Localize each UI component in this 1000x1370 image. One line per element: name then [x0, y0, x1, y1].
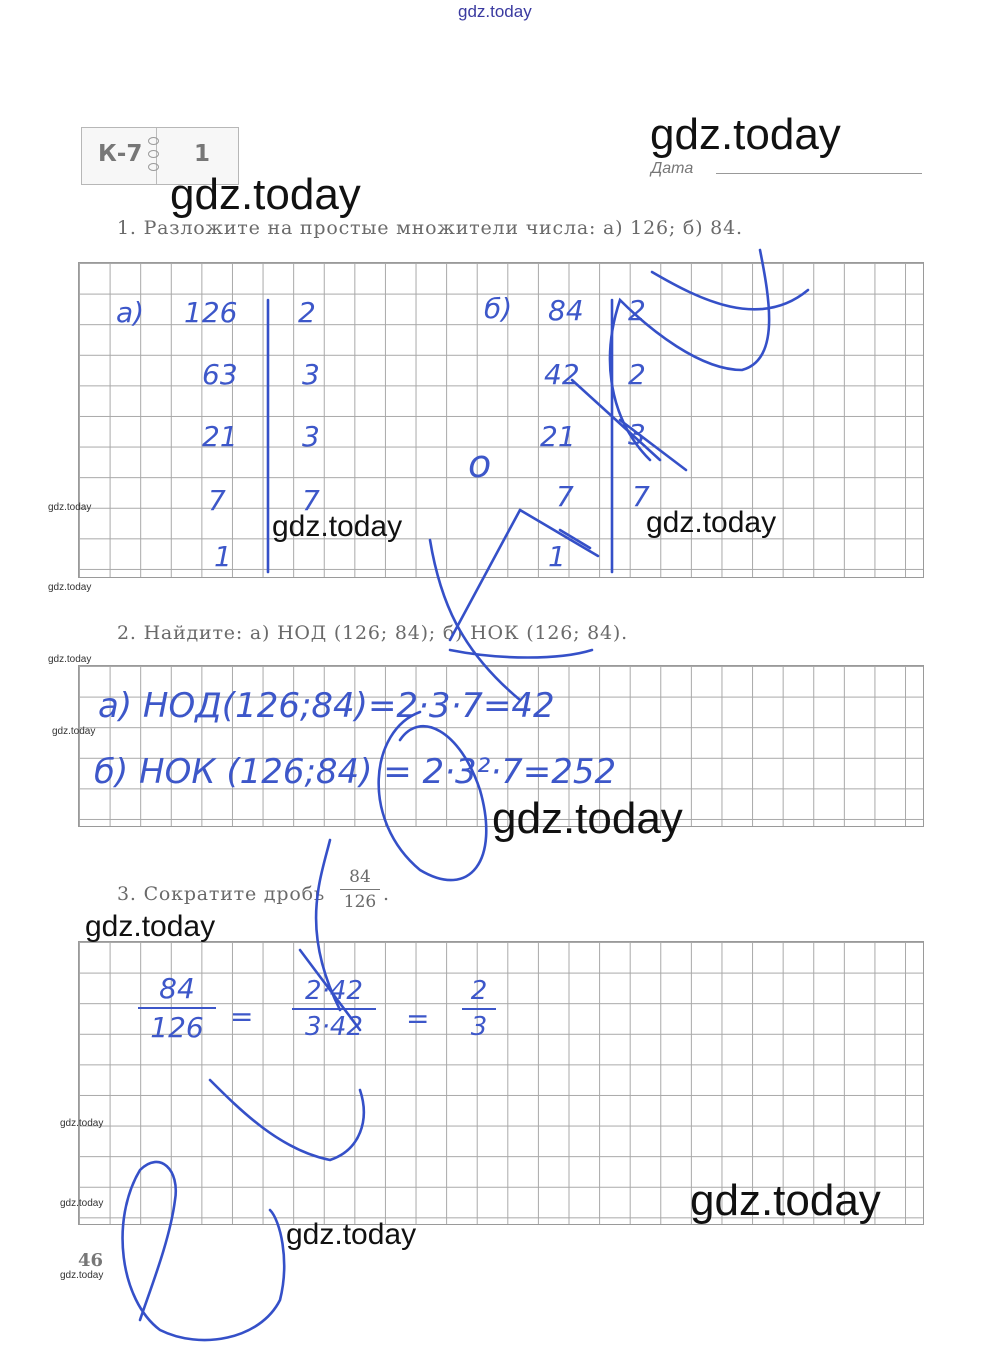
hw-t1a-left-3: 7 — [208, 484, 226, 517]
hw-t3-frac2-num: 2·42 — [305, 976, 363, 1006]
hw-t1a-right-2: 3 — [302, 420, 320, 453]
badge-code: К-7 — [98, 141, 143, 167]
task-2-text: 2. Найдите: а) НОД (126; 84); б) НОК (126; 84). — [117, 622, 628, 644]
hw-t3-frac1-bar — [138, 1007, 216, 1009]
watermark-small-2: gdz.today — [48, 582, 92, 593]
page-number: 46 — [78, 1250, 104, 1271]
watermark-1: gdz.today — [650, 110, 841, 159]
watermark-small-1: gdz.today — [48, 502, 92, 513]
hw-circle: o — [468, 442, 492, 486]
hw-t3-frac1-den: 126 — [150, 1011, 204, 1044]
hw-t1a-right-3: 7 — [302, 484, 320, 517]
watermark-small-5: gdz.today — [60, 1118, 104, 1129]
hw-t1a-right-1: 3 — [302, 358, 320, 391]
fraction-bar — [340, 889, 380, 890]
task-3-period: . — [383, 883, 390, 905]
watermark-small-4: gdz.today — [52, 726, 96, 737]
hw-t1b-right-2: 3 — [628, 418, 646, 451]
watermark-8: gdz.today — [286, 1218, 417, 1251]
hw-t1a-label: а) — [116, 296, 145, 329]
watermark-6: gdz.today — [85, 910, 216, 943]
task-3-fraction — [340, 867, 380, 912]
hw-t3-eq: = — [230, 1000, 254, 1033]
hw-t1b-left-1: 42 — [544, 358, 580, 391]
hw-t1a-right-0: 2 — [298, 296, 316, 329]
date-label: Дата — [651, 160, 694, 177]
watermark-3: gdz.today — [272, 510, 403, 543]
date-line — [716, 173, 922, 174]
hw-t1b-left-3: 7 — [556, 480, 574, 513]
hw-t1b-right-0: 2 — [628, 294, 646, 327]
hw-t3-frac2-bar — [292, 1008, 376, 1010]
watermark-small-6: gdz.today — [60, 1198, 104, 1209]
badge-variant: 1 — [194, 141, 211, 167]
fraction-numerator: 84 — [349, 867, 371, 887]
watermark-4: gdz.today — [646, 506, 777, 539]
hw-t1b-right-3: 7 — [632, 480, 650, 513]
watermark-7: gdz.today — [690, 1176, 881, 1225]
hw-t3-frac1-num: 84 — [159, 972, 195, 1005]
hw-t3-frac2 — [292, 976, 376, 1042]
hw-t1a-left-2: 21 — [202, 420, 238, 453]
hw-t1b-left-4: 1 — [548, 540, 566, 573]
binder-rings-icon — [148, 134, 158, 178]
hw-t3-frac3 — [462, 976, 496, 1042]
hw-t3-eq2: = — [406, 1002, 430, 1035]
hw-t1b-left-0: 84 — [548, 294, 584, 327]
hw-t2b: б) НОК (126;84) = 2·3²·7=252 — [94, 752, 617, 792]
hw-t1a-left-1: 63 — [202, 358, 238, 391]
hw-t3-frac3-num: 2 — [470, 976, 488, 1006]
watermark-top: gdz.today — [458, 2, 532, 21]
watermark-small-3: gdz.today — [48, 654, 92, 665]
watermark-2: gdz.today — [170, 170, 361, 219]
hw-t3-frac2-den: 3·42 — [305, 1012, 363, 1042]
watermark-small-7: gdz.today — [60, 1270, 104, 1281]
hw-t1a-left-4: 1 — [214, 540, 232, 573]
hw-t1b-left-2: 21 — [540, 420, 576, 453]
watermark-5: gdz.today — [492, 794, 683, 843]
hw-t2a: а) НОД(126;84)=2·3·7=42 — [98, 686, 555, 726]
fraction-denominator: 126 — [343, 892, 377, 912]
hw-t1b-label: б) — [484, 292, 513, 325]
task-1-text: 1. Разложите на простые множители числа: а) 126; б) 84. — [117, 217, 743, 239]
hw-t3-frac1 — [138, 972, 216, 1044]
hw-t3-frac3-den: 3 — [470, 1012, 488, 1042]
hw-t1b-right-1: 2 — [628, 358, 646, 391]
hw-t1a-left-0: 126 — [184, 296, 238, 329]
task-3-text: 3. Сократите дробь — [117, 883, 325, 905]
hw-t3-frac3-bar — [462, 1008, 496, 1010]
